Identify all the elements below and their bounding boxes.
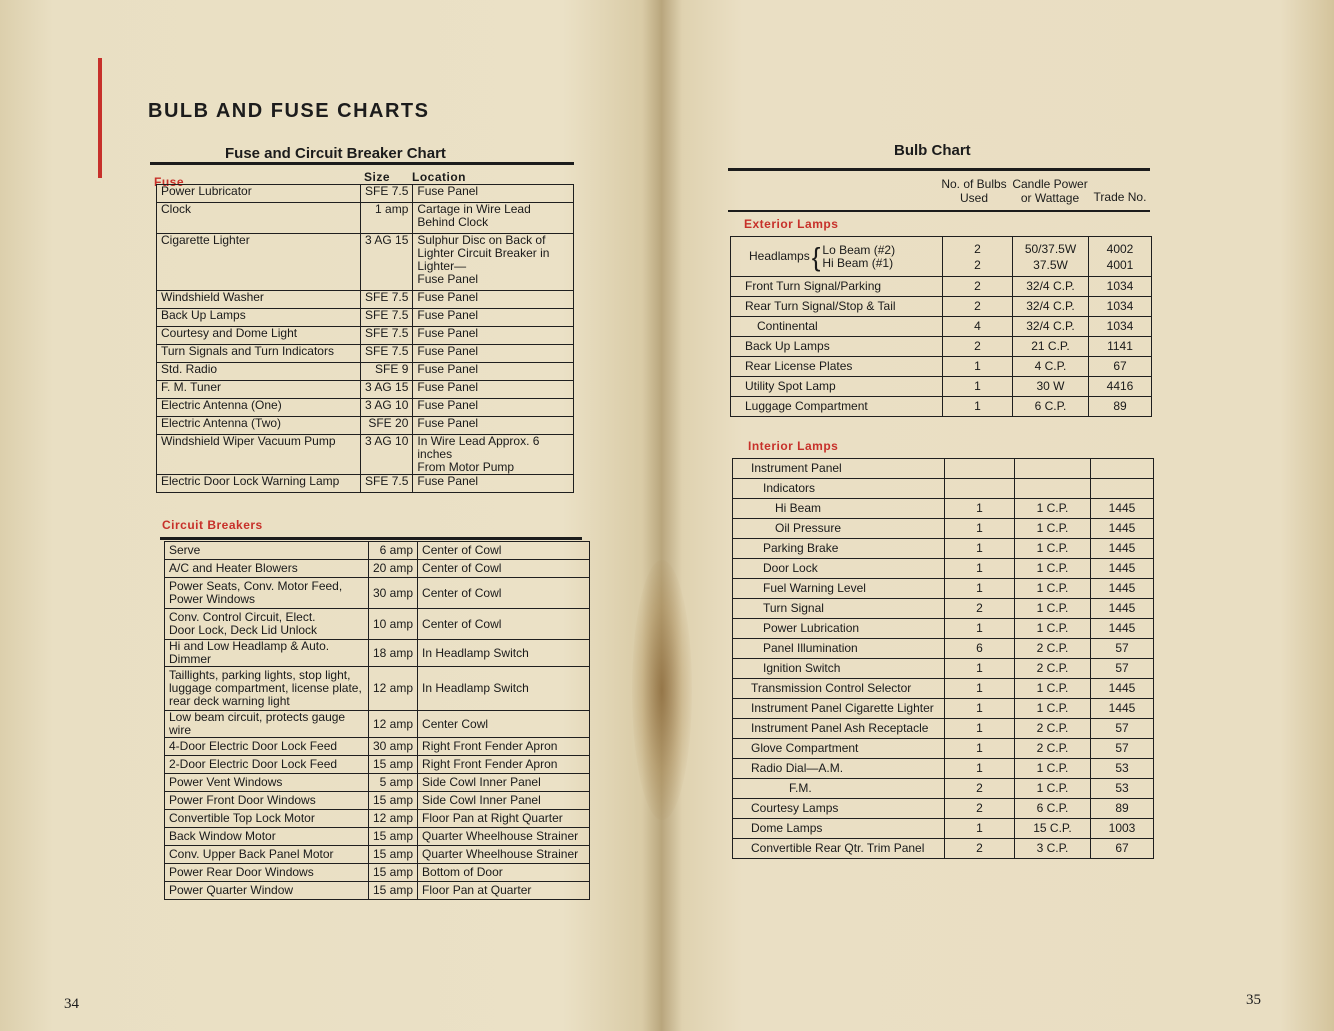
bulb-count: 2 (945, 599, 1015, 619)
bulb-count: 1 (943, 397, 1013, 417)
fuse-size: 3 AG 10 (361, 435, 413, 475)
lamp-name: Radio Dial—A.M. (733, 759, 945, 779)
breaker-size: 15 amp (369, 846, 418, 864)
table-row (165, 792, 590, 810)
trade-number: 1445 (1091, 679, 1154, 699)
bulb-count: 2 (945, 779, 1015, 799)
bulb-chart-title: Bulb Chart (894, 142, 971, 159)
breaker-size: 15 amp (369, 882, 418, 900)
breaker-location: Quarter Wheelhouse Strainer (418, 828, 590, 846)
table-row (733, 639, 1154, 659)
location-header: Location (412, 170, 466, 184)
table-row (157, 345, 574, 363)
table-row (731, 357, 1152, 377)
headlamp-bulbs: 2 2 (943, 237, 1013, 277)
table-row (165, 609, 590, 640)
table-row (733, 679, 1154, 699)
breaker-location: Floor Pan at Quarter (418, 882, 590, 900)
candle-power: 2 C.P. (1015, 639, 1091, 659)
bulb-count: 1 (945, 579, 1015, 599)
breaker-name: 2-Door Electric Door Lock Feed (165, 756, 369, 774)
fuse-name: Power Lubricator (157, 185, 361, 203)
bulb-count: 4 (943, 317, 1013, 337)
table-row (733, 539, 1154, 559)
fuse-size: SFE 9 (361, 363, 413, 381)
candle-power: 1 C.P. (1015, 679, 1091, 699)
breaker-size: 10 amp (369, 609, 418, 640)
breaker-name: Power Front Door Windows (165, 792, 369, 810)
headlamp-beams (822, 244, 895, 270)
trade-number: 1003 (1091, 819, 1154, 839)
candle-power: 1 C.P. (1015, 619, 1091, 639)
lamp-name: Instrument Panel (733, 459, 945, 479)
trade-number: 1445 (1091, 519, 1154, 539)
table-row (165, 640, 590, 667)
candle-power: 1 C.P. (1015, 759, 1091, 779)
fuse-name: Electric Door Lock Warning Lamp (157, 475, 361, 493)
left-page (0, 0, 662, 1031)
hi-beam-label: Hi Beam (#1) (822, 255, 894, 270)
fuse-chart-rule (150, 162, 574, 165)
table-row (165, 542, 590, 560)
table-row (733, 819, 1154, 839)
breaker-size: 15 amp (369, 756, 418, 774)
bulb-count: 1 (943, 357, 1013, 377)
fuse-location: Fuse Panel (413, 417, 574, 435)
table-row (165, 667, 590, 711)
breaker-size: 5 amp (369, 774, 418, 792)
breaker-name: Back Window Motor (165, 828, 369, 846)
red-margin-bar (98, 58, 102, 178)
brace-icon: { (811, 241, 821, 272)
candle-power: 15 C.P. (1015, 819, 1091, 839)
breaker-size: 6 amp (369, 542, 418, 560)
bulb-count: 1 (945, 659, 1015, 679)
breaker-location: Center of Cowl (418, 609, 590, 640)
lamp-name: Oil Pressure (733, 519, 945, 539)
fuse-name: Cigarette Lighter (157, 234, 361, 291)
table-row (157, 381, 574, 399)
candle-power: 3 C.P. (1015, 839, 1091, 859)
trade-number: 67 (1091, 839, 1154, 859)
fuse-name: Courtesy and Dome Light (157, 327, 361, 345)
trade-number: 1445 (1091, 599, 1154, 619)
fuse-size: 3 AG 15 (361, 234, 413, 291)
lamp-name: Instrument Panel Cigarette Lighter (733, 699, 945, 719)
table-row (157, 363, 574, 381)
table-row (733, 499, 1154, 519)
trade-number: 1141 (1089, 337, 1152, 357)
trade-number: 57 (1091, 739, 1154, 759)
lamp-name: Panel Illumination (733, 639, 945, 659)
breaker-size: 12 amp (369, 810, 418, 828)
trade-number: 1445 (1091, 579, 1154, 599)
table-row (733, 739, 1154, 759)
breaker-name: Taillights, parking lights, stop light, luggage compartment, license plate, rear deck warning light (165, 667, 369, 711)
fuse-size: SFE 7.5 (361, 291, 413, 309)
bulb-count: 2 (945, 799, 1015, 819)
fuse-size: 1 amp (361, 203, 413, 234)
fuse-location: Cartage in Wire Lead Behind Clock (413, 203, 574, 234)
fuse-location: Fuse Panel (413, 327, 574, 345)
lamp-name: Front Turn Signal/Parking (731, 277, 943, 297)
table-row (157, 475, 574, 493)
candle-power: 2 C.P. (1015, 739, 1091, 759)
trade-number: 57 (1091, 639, 1154, 659)
lamp-name: Luggage Compartment (731, 397, 943, 417)
candle-power: 2 C.P. (1015, 659, 1091, 679)
table-row (165, 828, 590, 846)
candle-power: 30 W (1013, 377, 1089, 397)
breaker-name: Power Quarter Window (165, 882, 369, 900)
candle-power (1015, 479, 1091, 499)
lamp-name: Rear License Plates (731, 357, 943, 377)
candle-power: 2 C.P. (1015, 719, 1091, 739)
table-row (165, 756, 590, 774)
lamp-name: Instrument Panel Ash Receptacle (733, 719, 945, 739)
candle-power: 1 C.P. (1015, 699, 1091, 719)
table-row (165, 846, 590, 864)
fuse-size: SFE 20 (361, 417, 413, 435)
trade-number-header: Trade No. (1093, 190, 1147, 204)
breaker-name: Conv. Control Circuit, Elect. Door Lock, Deck Lid Unlock (165, 609, 369, 640)
candle-power: 32/4 C.P. (1013, 297, 1089, 317)
breaker-location: Right Front Fender Apron (418, 756, 590, 774)
headlamps-label: Headlamps (749, 249, 810, 263)
breaker-size: 15 amp (369, 864, 418, 882)
trade-number: 1034 (1089, 317, 1152, 337)
fuse-location: In Wire Lead Approx. 6 inches From Motor Pump (413, 435, 574, 475)
table-row (157, 327, 574, 345)
fuse-name: Windshield Washer (157, 291, 361, 309)
bulb-count: 1 (945, 719, 1015, 739)
table-row (157, 234, 574, 291)
right-page (662, 0, 1334, 1031)
trade-number: 53 (1091, 779, 1154, 799)
table-row (733, 599, 1154, 619)
fuse-size: 3 AG 15 (361, 381, 413, 399)
trade-number (1091, 479, 1154, 499)
table-row (731, 237, 1152, 277)
bulb-count: 2 (943, 337, 1013, 357)
bulb-count: 6 (945, 639, 1015, 659)
breaker-location: Right Front Fender Apron (418, 738, 590, 756)
circuit-breakers-label: Circuit Breakers (162, 518, 263, 532)
table-row (731, 297, 1152, 317)
fuse-location: Fuse Panel (413, 345, 574, 363)
fuse-name: Turn Signals and Turn Indicators (157, 345, 361, 363)
bulb-count (945, 459, 1015, 479)
exterior-lamps-table (730, 236, 1152, 417)
candle-power: 6 C.P. (1013, 397, 1089, 417)
lamp-name: Power Lubrication (733, 619, 945, 639)
lamp-name: Continental (731, 317, 943, 337)
table-row (733, 559, 1154, 579)
fuse-name: Electric Antenna (Two) (157, 417, 361, 435)
trade-number: 1445 (1091, 539, 1154, 559)
candle-power: 32/4 C.P. (1013, 277, 1089, 297)
breaker-location: Center of Cowl (418, 560, 590, 578)
fuse-location: Sulphur Disc on Back of Lighter Circuit Breaker in Lighter— Fuse Panel (413, 234, 574, 291)
breaker-size: 30 amp (369, 578, 418, 609)
candle-power: 6 C.P. (1015, 799, 1091, 819)
fuse-size: SFE 7.5 (361, 475, 413, 493)
fuse-name: Windshield Wiper Vacuum Pump (157, 435, 361, 475)
page-number-right: 35 (1246, 992, 1261, 1008)
bulb-count: 1 (945, 759, 1015, 779)
breaker-name: Power Seats, Conv. Motor Feed, Power Windows (165, 578, 369, 609)
fuse-size: SFE 7.5 (361, 185, 413, 203)
breaker-name: Power Rear Door Windows (165, 864, 369, 882)
lamp-name: Convertible Rear Qtr. Trim Panel (733, 839, 945, 859)
table-row (157, 399, 574, 417)
candle-power: 1 C.P. (1015, 599, 1091, 619)
bulb-count: 2 (943, 297, 1013, 317)
fuse-table (156, 184, 574, 493)
lamp-name: Courtesy Lamps (733, 799, 945, 819)
breaker-location: Floor Pan at Right Quarter (418, 810, 590, 828)
table-row (165, 810, 590, 828)
lamp-name: Parking Brake (733, 539, 945, 559)
fuse-location: Fuse Panel (413, 291, 574, 309)
fuse-size: SFE 7.5 (361, 327, 413, 345)
bulb-count: 1 (945, 519, 1015, 539)
table-row (165, 882, 590, 900)
trade-number: 67 (1089, 357, 1152, 377)
candle-power: 21 C.P. (1013, 337, 1089, 357)
fuse-location: Fuse Panel (413, 363, 574, 381)
breaker-name: A/C and Heater Blowers (165, 560, 369, 578)
trade-number: 1034 (1089, 297, 1152, 317)
bulb-chart-rule (728, 168, 1150, 171)
table-row (731, 277, 1152, 297)
lamp-name: Transmission Control Selector (733, 679, 945, 699)
table-row (157, 309, 574, 327)
breaker-name: Power Vent Windows (165, 774, 369, 792)
candle-power: 1 C.P. (1015, 539, 1091, 559)
bulb-count (945, 479, 1015, 499)
trade-number: 1445 (1091, 559, 1154, 579)
candle-power: 4 C.P. (1013, 357, 1089, 377)
table-row (165, 864, 590, 882)
headlamp-trade: 4002 4001 (1089, 237, 1152, 277)
lamp-name: Fuel Warning Level (733, 579, 945, 599)
table-row (165, 711, 590, 738)
table-row (733, 799, 1154, 819)
bulb-count: 1 (945, 559, 1015, 579)
fuse-size: SFE 7.5 (361, 345, 413, 363)
lamp-name: Back Up Lamps (731, 337, 943, 357)
table-row (733, 759, 1154, 779)
headlamp-power: 50/37.5W 37.5W (1013, 237, 1089, 277)
table-row (157, 435, 574, 475)
trade-number: 1445 (1091, 499, 1154, 519)
lamp-name: Dome Lamps (733, 819, 945, 839)
circuit-breaker-table (164, 541, 590, 900)
breaker-name: Hi and Low Headlamp & Auto. Dimmer (165, 640, 369, 667)
table-row (733, 659, 1154, 679)
breaker-size: 15 amp (369, 828, 418, 846)
candle-power: 1 C.P. (1015, 559, 1091, 579)
trade-number: 1445 (1091, 699, 1154, 719)
lamp-name: Door Lock (733, 559, 945, 579)
fuse-location: Fuse Panel (413, 399, 574, 417)
breaker-location: Center of Cowl (418, 578, 590, 609)
breaker-name: Serve (165, 542, 369, 560)
bulb-count: 1 (943, 377, 1013, 397)
table-row (165, 738, 590, 756)
fuse-location: Fuse Panel (413, 475, 574, 493)
candle-power-header: Candle Power or Wattage (1012, 177, 1088, 205)
exterior-lamps-label: Exterior Lamps (744, 217, 839, 231)
bulb-count: 1 (945, 699, 1015, 719)
breaker-name: Low beam circuit, protects gauge wire (165, 711, 369, 738)
fuse-name: Clock (157, 203, 361, 234)
breaker-location: Center Cowl (418, 711, 590, 738)
lamp-name: F.M. (733, 779, 945, 799)
table-row (157, 417, 574, 435)
trade-number: 89 (1091, 799, 1154, 819)
lamp-name: Hi Beam (733, 499, 945, 519)
table-row (731, 377, 1152, 397)
lamp-name: Rear Turn Signal/Stop & Tail (731, 297, 943, 317)
table-row (733, 779, 1154, 799)
candle-power: 1 C.P. (1015, 779, 1091, 799)
trade-number: 1034 (1089, 277, 1152, 297)
breaker-size: 12 amp (369, 711, 418, 738)
lamp-name: Turn Signal (733, 599, 945, 619)
table-row (733, 699, 1154, 719)
lamp-name: Ignition Switch (733, 659, 945, 679)
trade-number: 89 (1089, 397, 1152, 417)
fuse-name: Back Up Lamps (157, 309, 361, 327)
breaker-size: 12 amp (369, 667, 418, 711)
fuse-location: Fuse Panel (413, 185, 574, 203)
table-row (165, 560, 590, 578)
page-number-left: 34 (64, 996, 79, 1012)
table-row (157, 291, 574, 309)
page-title: BULB AND FUSE CHARTS (148, 100, 430, 122)
trade-number (1091, 459, 1154, 479)
breaker-name: Convertible Top Lock Motor (165, 810, 369, 828)
candle-power: 1 C.P. (1015, 499, 1091, 519)
bulb-count: 2 (945, 839, 1015, 859)
table-row (733, 719, 1154, 739)
breaker-size: 20 amp (369, 560, 418, 578)
table-row (733, 519, 1154, 539)
trade-number: 53 (1091, 759, 1154, 779)
table-row (731, 397, 1152, 417)
table-row (157, 203, 574, 234)
breaker-rule (160, 537, 582, 540)
bulb-count: 1 (945, 679, 1015, 699)
fuse-location: Fuse Panel (413, 381, 574, 399)
table-row (733, 839, 1154, 859)
lo-beam-label: Lo Beam (#2) (822, 242, 896, 257)
fuse-location: Fuse Panel (413, 309, 574, 327)
interior-lamps-table (732, 458, 1154, 859)
size-header: Size (364, 170, 391, 184)
breaker-location: Side Cowl Inner Panel (418, 792, 590, 810)
candle-power: 1 C.P. (1015, 579, 1091, 599)
table-row (731, 317, 1152, 337)
fuse-size: SFE 7.5 (361, 309, 413, 327)
breaker-name: 4-Door Electric Door Lock Feed (165, 738, 369, 756)
interior-lamps-label: Interior Lamps (748, 439, 839, 453)
bulbs-used-header: No. of Bulbs Used (941, 177, 1007, 205)
fuse-size: 3 AG 10 (361, 399, 413, 417)
bulb-count: 1 (945, 819, 1015, 839)
breaker-location: Quarter Wheelhouse Strainer (418, 846, 590, 864)
bulb-count: 1 (945, 619, 1015, 639)
bulb-count: 1 (945, 539, 1015, 559)
breaker-size: 15 amp (369, 792, 418, 810)
bulb-count: 1 (945, 739, 1015, 759)
fuse-name: F. M. Tuner (157, 381, 361, 399)
breaker-location: In Headlamp Switch (418, 640, 590, 667)
table-row (165, 578, 590, 609)
fuse-header: Fuse (154, 175, 185, 189)
headlamps-cell (731, 237, 943, 277)
table-row (733, 479, 1154, 499)
bulb-count: 1 (945, 499, 1015, 519)
bulb-header-rule (728, 210, 1150, 212)
candle-power: 1 C.P. (1015, 519, 1091, 539)
breaker-location: Side Cowl Inner Panel (418, 774, 590, 792)
table-row (733, 619, 1154, 639)
table-row (733, 579, 1154, 599)
lamp-name: Utility Spot Lamp (731, 377, 943, 397)
lamp-name: Glove Compartment (733, 739, 945, 759)
trade-number: 57 (1091, 719, 1154, 739)
lamp-name: Indicators (733, 479, 945, 499)
breaker-location: Center of Cowl (418, 542, 590, 560)
table-row (733, 459, 1154, 479)
fuse-name: Electric Antenna (One) (157, 399, 361, 417)
breaker-name: Conv. Upper Back Panel Motor (165, 846, 369, 864)
trade-number: 57 (1091, 659, 1154, 679)
trade-number: 4416 (1089, 377, 1152, 397)
table-row (165, 774, 590, 792)
table-row (731, 337, 1152, 357)
table-row (157, 185, 574, 203)
trade-number: 1445 (1091, 619, 1154, 639)
breaker-size: 18 amp (369, 640, 418, 667)
fuse-name: Std. Radio (157, 363, 361, 381)
breaker-location: In Headlamp Switch (418, 667, 590, 711)
breaker-size: 30 amp (369, 738, 418, 756)
candle-power (1015, 459, 1091, 479)
breaker-location: Bottom of Door (418, 864, 590, 882)
bulb-count: 2 (943, 277, 1013, 297)
fuse-chart-title: Fuse and Circuit Breaker Chart (225, 145, 446, 162)
page-stain (632, 560, 692, 820)
candle-power: 32/4 C.P. (1013, 317, 1089, 337)
